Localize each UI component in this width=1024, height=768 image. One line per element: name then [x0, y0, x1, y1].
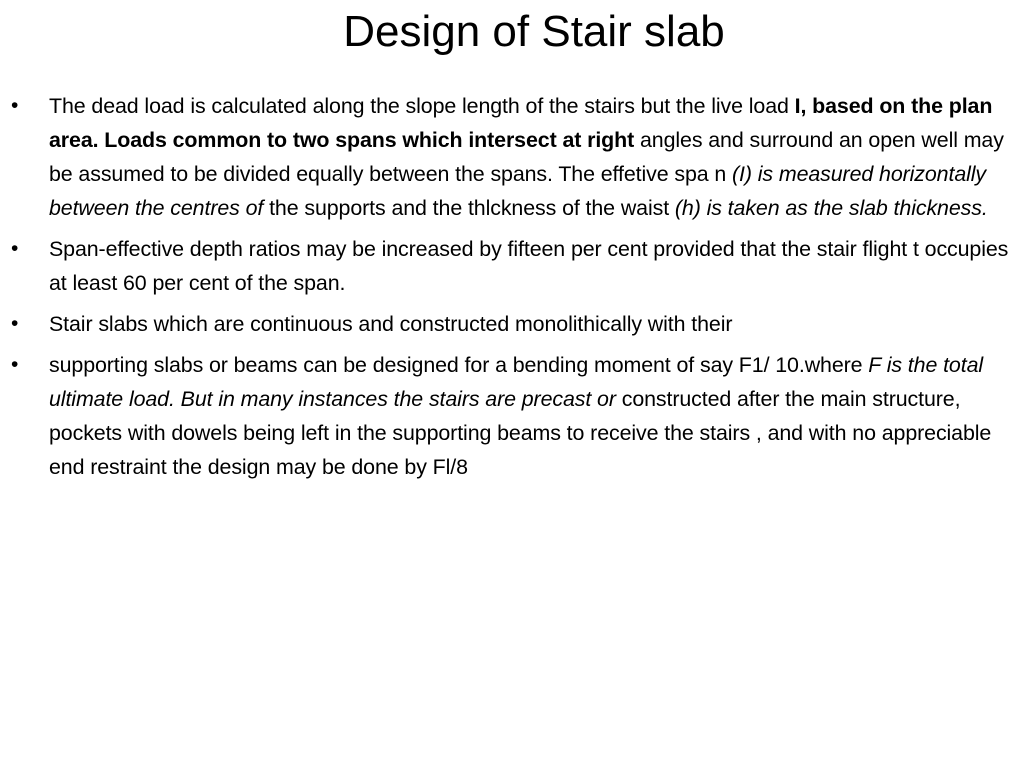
bullet-marker: • — [11, 237, 19, 260]
bullet-text: constructed after the main structure, pockets with dowels being left in the supporting beams to receive the stairs , and with no appreciable end restraint the design may be done by Fl/8 — [49, 387, 992, 479]
bullet-text: The dead load is calculated along the slope length of the stairs but the live load — [49, 94, 795, 118]
bullet-item — [0, 89, 1010, 225]
bullet-text-italic: (h) is taken as the slab thickness. — [674, 196, 988, 220]
bullet-marker: • — [11, 353, 19, 376]
bullet-text-italic: F is the total ultimate load. But in many instances the stairs are precast or — [49, 353, 984, 411]
bullet-text: supporting slabs or beams can be designed for a bending moment of say F1/ 10.where — [49, 353, 869, 377]
bullet-item — [0, 348, 1010, 484]
bullet-marker: • — [11, 94, 19, 117]
bullet-text: angles and surround an open well may be assumed to be divided equally between the spans. The effetive spa n — [49, 128, 1004, 186]
bullet-marker: • — [11, 312, 19, 335]
bullet-text: Stair slabs which are continuous and constructed monolithically with their — [49, 312, 733, 336]
bullet-text-bold: I, based on the plan area. Loads common to two spans which intersect at right — [49, 94, 993, 152]
bullet-text-italic: (I) is measured horizontally between the centres of — [49, 162, 987, 220]
bullet-list — [0, 89, 1010, 491]
slide-title: Design of Stair slab — [343, 7, 725, 56]
bullet-text: Span-effective depth ratios may be increased by fifteen per cent provided that the stair flight t occupies at least 60 per cent of the span. — [49, 237, 1009, 295]
bullet-item — [0, 232, 1010, 300]
bullet-item — [0, 307, 1010, 341]
bullet-text: the supports and the thlckness of the waist — [263, 196, 675, 220]
